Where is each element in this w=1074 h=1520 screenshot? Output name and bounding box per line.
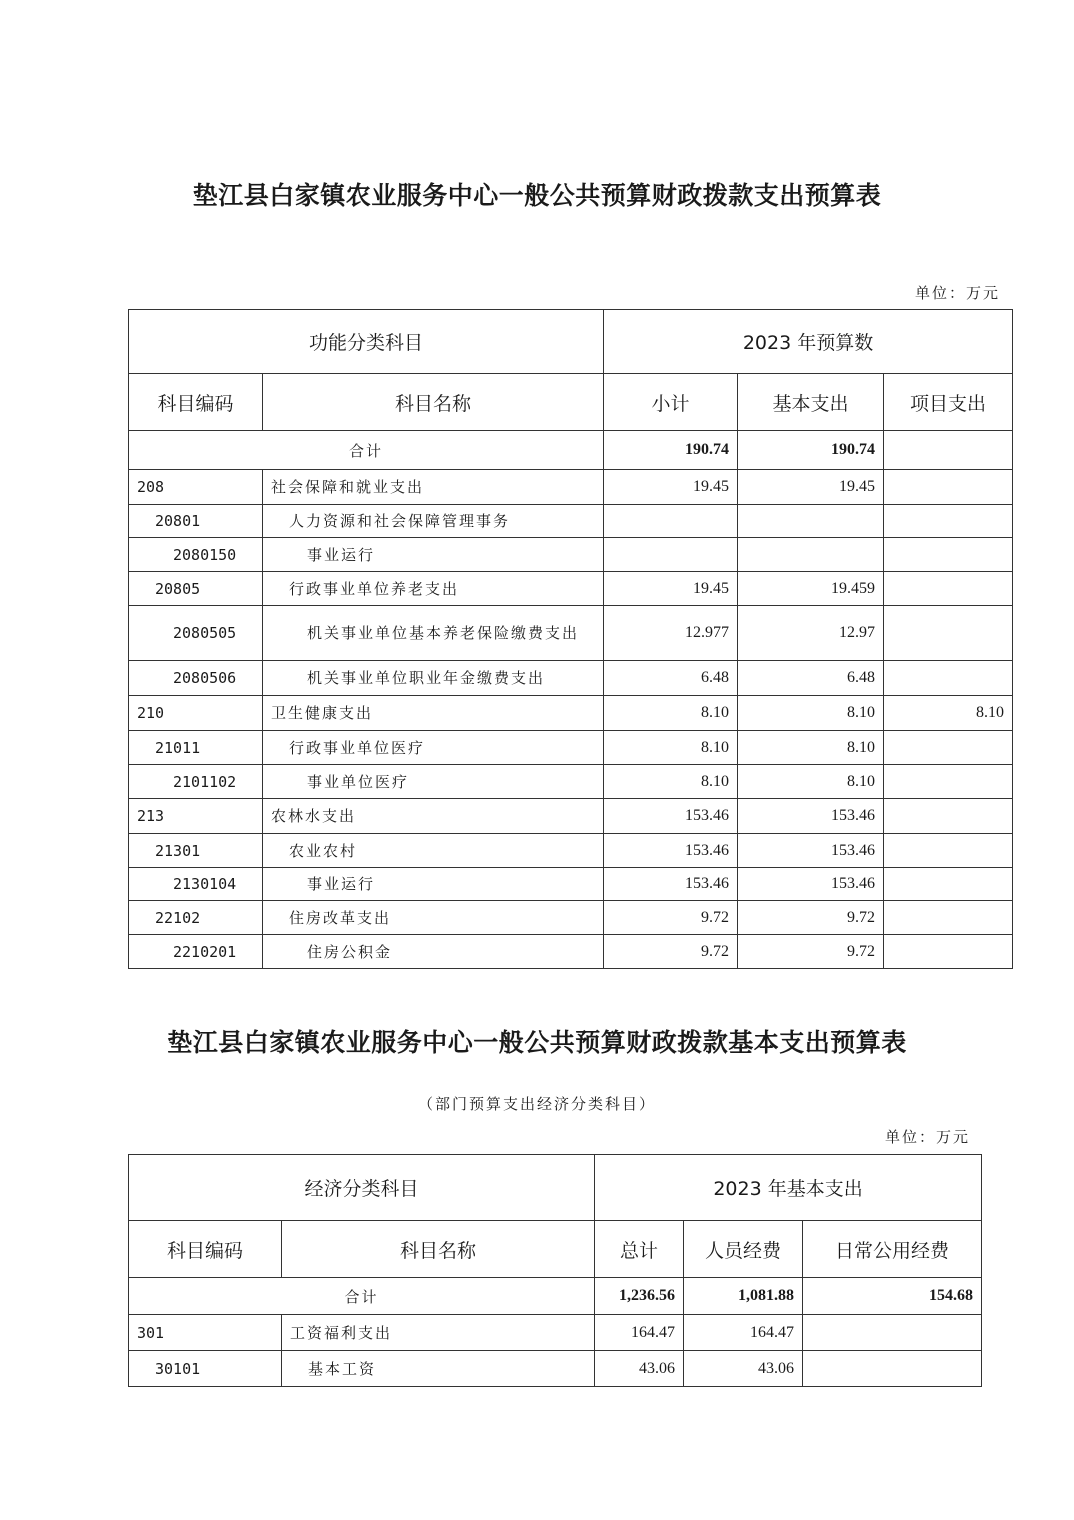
table1-cell-basic: 6.48	[738, 661, 884, 696]
table2-cell-personnel: 164.47	[684, 1315, 803, 1351]
table2-row	[129, 1351, 982, 1387]
table2-total-personnel: 1,081.88	[684, 1278, 803, 1315]
table1-row	[129, 572, 1013, 606]
table1-cell-code: 2080150	[129, 538, 263, 572]
table1-cell-name: 事业运行	[263, 868, 604, 901]
table1-cell-project	[884, 572, 1013, 606]
table1-total-basic: 190.74	[738, 431, 884, 470]
table1-cell-code: 213	[129, 799, 263, 834]
table1-cell-name: 事业运行	[263, 538, 604, 572]
table1-cell-basic: 9.72	[738, 901, 884, 935]
table1-col-basic: 基本支出	[738, 374, 884, 431]
table1-total-label: 合计	[129, 431, 604, 470]
table1-cell-subtotal: 6.48	[604, 661, 738, 696]
table2-cell-code: 30101	[129, 1351, 282, 1387]
table2-cell-code: 301	[129, 1315, 282, 1351]
table1-cell-project	[884, 901, 1013, 935]
table1-total-subtotal: 190.74	[604, 431, 738, 470]
table1-cell-subtotal: 8.10	[604, 696, 738, 731]
table1-cell-name: 行政事业单位医疗	[263, 731, 604, 765]
table1-cell-code: 2210201	[129, 935, 263, 969]
table1-cell-code: 21011	[129, 731, 263, 765]
table1-cell-name: 住房公积金	[263, 935, 604, 969]
table1-header-group-left: 功能分类科目	[129, 310, 604, 374]
table1-cell-code: 2080505	[129, 606, 263, 661]
table1-cell-code: 2101102	[129, 765, 263, 799]
table2	[128, 1154, 982, 1387]
table1-row	[129, 731, 1013, 765]
table1-cell-name: 事业单位医疗	[263, 765, 604, 799]
table2-header-group-right: 2023 年基本支出	[595, 1155, 982, 1221]
table2-cell-public	[803, 1351, 982, 1387]
table1-total-row	[129, 431, 1013, 470]
table1-cell-subtotal	[604, 538, 738, 572]
table1-row	[129, 606, 1013, 661]
table1-cell-name: 行政事业单位养老支出	[263, 572, 604, 606]
table1-col-code: 科目编码	[129, 374, 263, 431]
table1-title: 垫江县白家镇农业服务中心一般公共预算财政拨款支出预算表	[192, 181, 882, 210]
table2-cell-public	[803, 1315, 982, 1351]
table1-row	[129, 901, 1013, 935]
table1-cell-basic: 19.45	[738, 470, 884, 505]
table1-cell-basic: 12.97	[738, 606, 884, 661]
table1-row	[129, 834, 1013, 868]
table1-cell-name: 农业农村	[263, 834, 604, 868]
table1-cell-name: 社会保障和就业支出	[263, 470, 604, 505]
table1-cell-basic: 19.459	[738, 572, 884, 606]
table1-cell-code: 208	[129, 470, 263, 505]
table1-row	[129, 765, 1013, 799]
table1-col-project: 项目支出	[884, 374, 1013, 431]
table1-cell-project	[884, 505, 1013, 538]
table2-col-public: 日常公用经费	[803, 1221, 982, 1278]
table1-cell-basic: 9.72	[738, 935, 884, 969]
table2-total-public: 154.68	[803, 1278, 982, 1315]
table2-col-name: 科目名称	[282, 1221, 595, 1278]
table1-cell-subtotal: 8.10	[604, 731, 738, 765]
table1-cell-code: 22102	[129, 901, 263, 935]
table1-unit: 单位：万元	[914, 284, 1000, 302]
table1-cell-subtotal: 12.977	[604, 606, 738, 661]
table1-row	[129, 538, 1013, 572]
table1-cell-code: 2080506	[129, 661, 263, 696]
table2-total-row	[129, 1278, 982, 1315]
table2-subtitle: （部门预算支出经济分类科目）	[417, 1095, 656, 1113]
table1-cell-basic: 8.10	[738, 696, 884, 731]
table1-cell-name: 农林水支出	[263, 799, 604, 834]
table1-cell-basic: 153.46	[738, 834, 884, 868]
table1-cell-code: 21301	[129, 834, 263, 868]
table1-cell-subtotal: 153.46	[604, 834, 738, 868]
table1-cell-project	[884, 868, 1013, 901]
table1-row	[129, 935, 1013, 969]
table1-row	[129, 470, 1013, 505]
table1-cell-project	[884, 538, 1013, 572]
table2-cell-personnel: 43.06	[684, 1351, 803, 1387]
table1-cell-subtotal: 9.72	[604, 901, 738, 935]
table2-cell-name: 工资福利支出	[282, 1315, 595, 1351]
table1-cell-project	[884, 765, 1013, 799]
table1-cell-project	[884, 731, 1013, 765]
table2-col-total: 总计	[595, 1221, 684, 1278]
table1-cell-basic: 153.46	[738, 799, 884, 834]
table1-header-group-row	[129, 310, 1013, 374]
table2-cell-name: 基本工资	[282, 1351, 595, 1387]
table1-cell-project	[884, 799, 1013, 834]
table1-cell-code: 2130104	[129, 868, 263, 901]
table2-row	[129, 1315, 982, 1351]
table1-cell-subtotal: 19.45	[604, 470, 738, 505]
table1-header-group-right: 2023 年预算数	[604, 310, 1013, 374]
table1-col-name: 科目名称	[263, 374, 604, 431]
table2-cell-total: 43.06	[595, 1351, 684, 1387]
table1-cell-code: 20801	[129, 505, 263, 538]
table1-col-subtotal: 小计	[604, 374, 738, 431]
table2-header-row	[129, 1221, 982, 1278]
table2-col-code: 科目编码	[129, 1221, 282, 1278]
table2-header-group-left: 经济分类科目	[129, 1155, 595, 1221]
table2-cell-total: 164.47	[595, 1315, 684, 1351]
table1-cell-basic	[738, 505, 884, 538]
table1-cell-basic: 153.46	[738, 868, 884, 901]
table1-row	[129, 696, 1013, 731]
table1-row	[129, 661, 1013, 696]
table1-cell-name: 卫生健康支出	[263, 696, 604, 731]
table2-col-personnel: 人员经费	[684, 1221, 803, 1278]
table1-cell-basic: 8.10	[738, 731, 884, 765]
table1-header-row	[129, 374, 1013, 431]
table1-cell-subtotal: 153.46	[604, 799, 738, 834]
table1-cell-project	[884, 834, 1013, 868]
table1-row	[129, 505, 1013, 538]
table2-total-total: 1,236.56	[595, 1278, 684, 1315]
table1-cell-subtotal	[604, 505, 738, 538]
table1-cell-project	[884, 661, 1013, 696]
table1-cell-name: 住房改革支出	[263, 901, 604, 935]
table1-cell-basic: 8.10	[738, 765, 884, 799]
table1-cell-code: 20805	[129, 572, 263, 606]
table1-cell-basic	[738, 538, 884, 572]
table1-cell-subtotal: 8.10	[604, 765, 738, 799]
table1-row	[129, 799, 1013, 834]
table1-cell-project	[884, 470, 1013, 505]
table1-total-project	[884, 431, 1013, 470]
table1-cell-name: 人力资源和社会保障管理事务	[263, 505, 604, 538]
table1-cell-name: 机关事业单位职业年金缴费支出	[263, 661, 604, 696]
table1-cell-subtotal: 153.46	[604, 868, 738, 901]
table1-cell-name: 机关事业单位基本养老保险缴费支出	[263, 606, 604, 661]
table1-cell-project	[884, 935, 1013, 969]
table2-unit: 单位：万元	[884, 1128, 970, 1146]
table1-row	[129, 868, 1013, 901]
table1-cell-subtotal: 19.45	[604, 572, 738, 606]
table1	[128, 309, 1013, 969]
table1-cell-project: 8.10	[884, 696, 1013, 731]
table1-cell-code: 210	[129, 696, 263, 731]
table2-title: 垫江县白家镇农业服务中心一般公共预算财政拨款基本支出预算表	[167, 1028, 907, 1057]
table2-total-label: 合计	[129, 1278, 595, 1315]
table1-cell-project	[884, 606, 1013, 661]
table2-header-group-row	[129, 1155, 982, 1221]
table1-cell-subtotal: 9.72	[604, 935, 738, 969]
